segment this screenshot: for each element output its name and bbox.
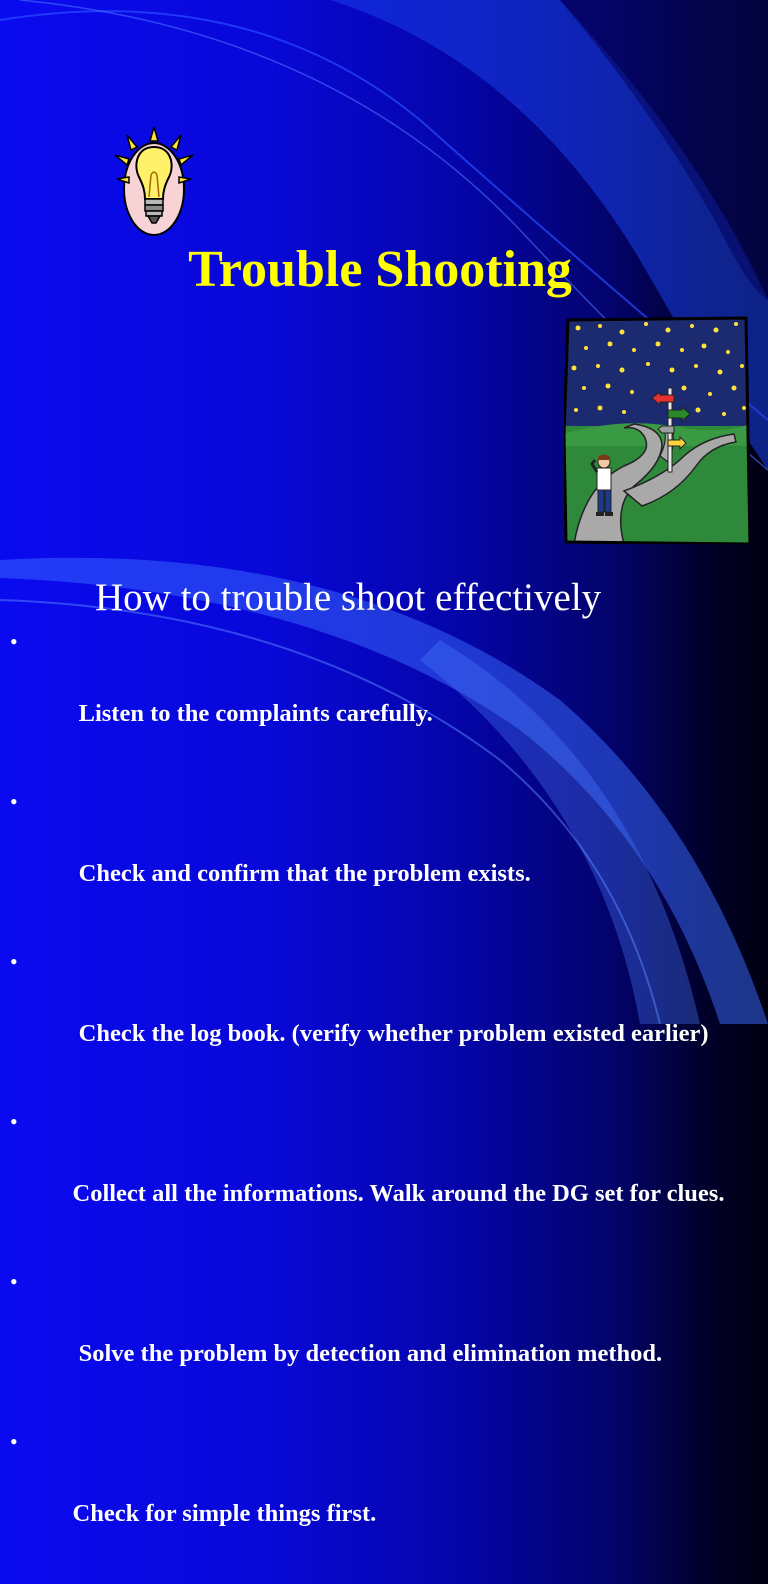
bullet-dot: • <box>10 629 18 654</box>
slide-subtitle: How to trouble shoot effectively <box>95 576 602 619</box>
bullet-text: Check the log book. (verify whether problem existed earlier) <box>72 1020 709 1047</box>
bullet-item <box>0 1104 768 1248</box>
lightbulb-icon <box>113 127 195 239</box>
bullet-text: Check for simple things first. <box>72 1500 377 1527</box>
bullet-text: Listen to the complaints carefully. <box>72 700 433 727</box>
bullet-item <box>0 1264 768 1408</box>
bullet-item <box>0 1424 768 1568</box>
bullet-dot: • <box>10 1269 18 1294</box>
signpost-crossroads-clipart <box>564 316 750 544</box>
bullet-item <box>0 784 768 928</box>
bullet-dot: • <box>10 789 18 814</box>
bullet-list <box>0 624 768 1584</box>
bullet-item <box>0 624 768 768</box>
bullet-item <box>0 944 768 1088</box>
bullet-text: Collect all the informations. Walk around the DG set for clues. <box>72 1180 725 1207</box>
bullet-dot: • <box>10 1109 18 1134</box>
bullet-text: Check and confirm that the problem exists. <box>72 860 531 887</box>
bullet-text: Solve the problem by detection and elimination method. <box>72 1340 663 1367</box>
bullet-dot: • <box>10 949 18 974</box>
slide-title: Trouble Shooting <box>188 241 572 298</box>
bullet-dot: • <box>10 1429 18 1454</box>
